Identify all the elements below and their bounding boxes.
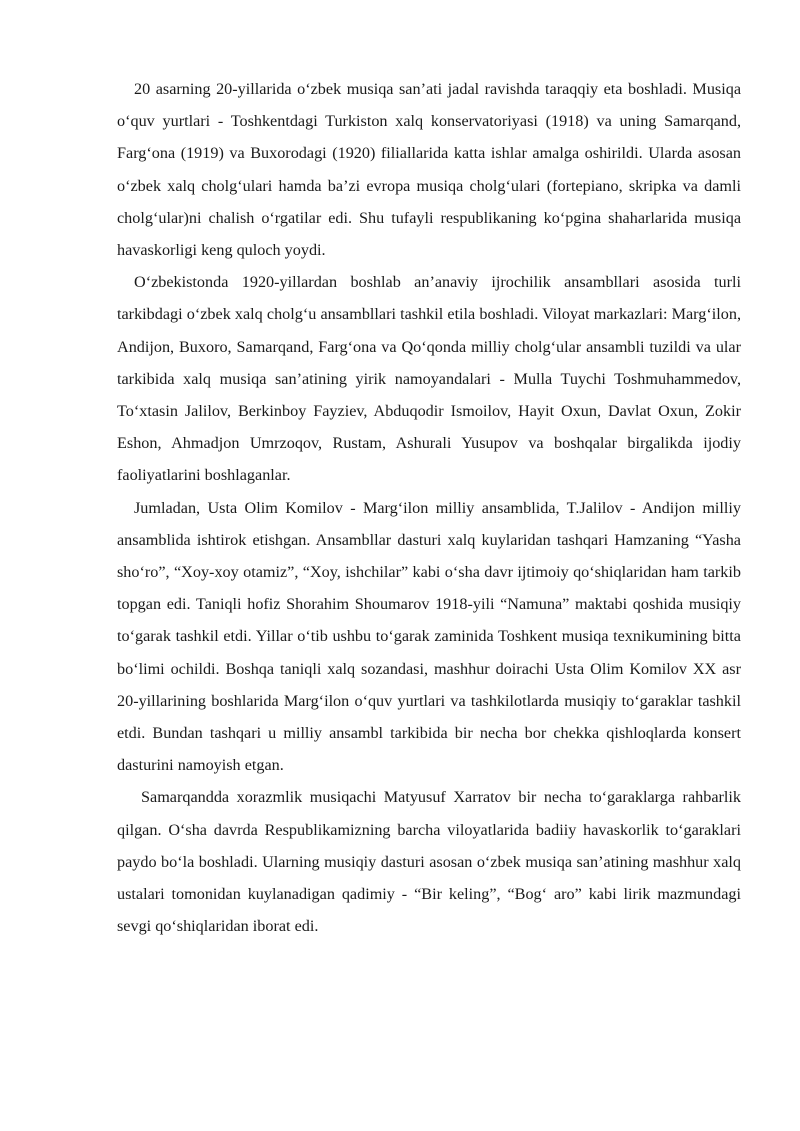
paragraph-folk-ensembles: O‘zbekistonda 1920-yillardan boshlab an’anaviy ijrochilik ansambllari asosida turli tarkibdagi o‘zbek xalq cholg‘u ansambllari tashkil etila boshladi. Viloyat markazlari: Marg‘ilon, Andijon, Buxoro, Samarqand, Farg‘ona va Qo‘qonda milliy cholg‘ular ansambli tuzildi va ular tarkibida xalq musiqa san’atining yirik namoyandalari - Mulla Tuychi Toshmuhammedov, To‘xtasin Jalilov, Berkinboy Fayziev, Abduqodir Ismoilov, Hayit Oxun, Davlat Oxun, Zokir Eshon, Ahmadjon Umrzoqov, Rustam, Ashurali Yusupov va boshqalar birgalikda ijodiy faoliyatlarini boshlaganlar.	[117, 273, 741, 485]
paragraph-ensemble-members: Jumladan, Usta Olim Komilov - Marg‘ilon milliy ansamblida, T.Jalilov - Andijon milliy ansamblida ishtirok etishgan. Ansambllar dasturi xalq kuylaridan tashqari Hamzaning “Yasha sho‘ro”, “Xoy-xoy otamiz”, “Xoy, ishchilar” kabi o‘sha davr ijtimoiy qo‘shiqlaridan ham tarkib topgan edi. Taniqli hofiz Shorahim Shoumarov 1918-yili “Namuna” maktabi qoshida musiqiy to‘garak tashkil etdi. Yillar o‘tib ushbu to‘garak zaminida Toshkent musiqa texnikumining bitta bo‘limi ochildi. Boshqa taniqli xalq sozandasi, mashhur doirachi Usta Olim Komilov XX asr 20-yillarining boshlarida Marg‘ilon o‘quv yurtlari va tashkilotlarda musiqiy to‘garaklar tashkil etdi. Bundan tashqari u milliy ansambl tarkibida bir necha bor chekka qishloqlarda konsert dasturini namoyish etgan.	[117, 498, 741, 775]
paragraph-music-education: 20 asarning 20-yillarida o‘zbek musiqa san’ati jadal ravishda taraqqiy eta boshladi. Musiqa o‘quv yurtlari - Toshkentdagi Turkiston xalq konservatoriyasi (1918) va uning Samarqand, Farg‘ona (1919) va Buxorodagi (1920) filiallarida katta ishlar amalga oshirildi. Ularda asosan o‘zbek xalq cholg‘ulari hamda ba’zi evropa musiqa cholg‘ulari (fortepiano, skripka va damli cholg‘ular)ni chalish o‘rgatilar edi. Shu tufayli respublikaning ko‘pgina shaharlarida musiqa havaskorligi keng quloch yoydi.	[117, 80, 741, 260]
document-body	[117, 73, 741, 942]
paragraph-samarqand-circles: Samarqandda xorazmlik musiqachi Matyusuf Xarratov bir necha to‘garaklarga rahbarlik qilgan. O‘sha davrda Respublikamizning barcha viloyatlarida badiiy havaskorlik to‘garaklari paydo bo‘la boshladi. Ularning musiqiy dasturi asosan o‘zbek musiqa san’atining mashhur xalq ustalari tomonidan kuylanadigan qadimiy - “Bir keling”, “Bog‘ aro” kabi lirik mazmundagi sevgi qo‘shiqlaridan iborat edi.	[117, 788, 741, 936]
